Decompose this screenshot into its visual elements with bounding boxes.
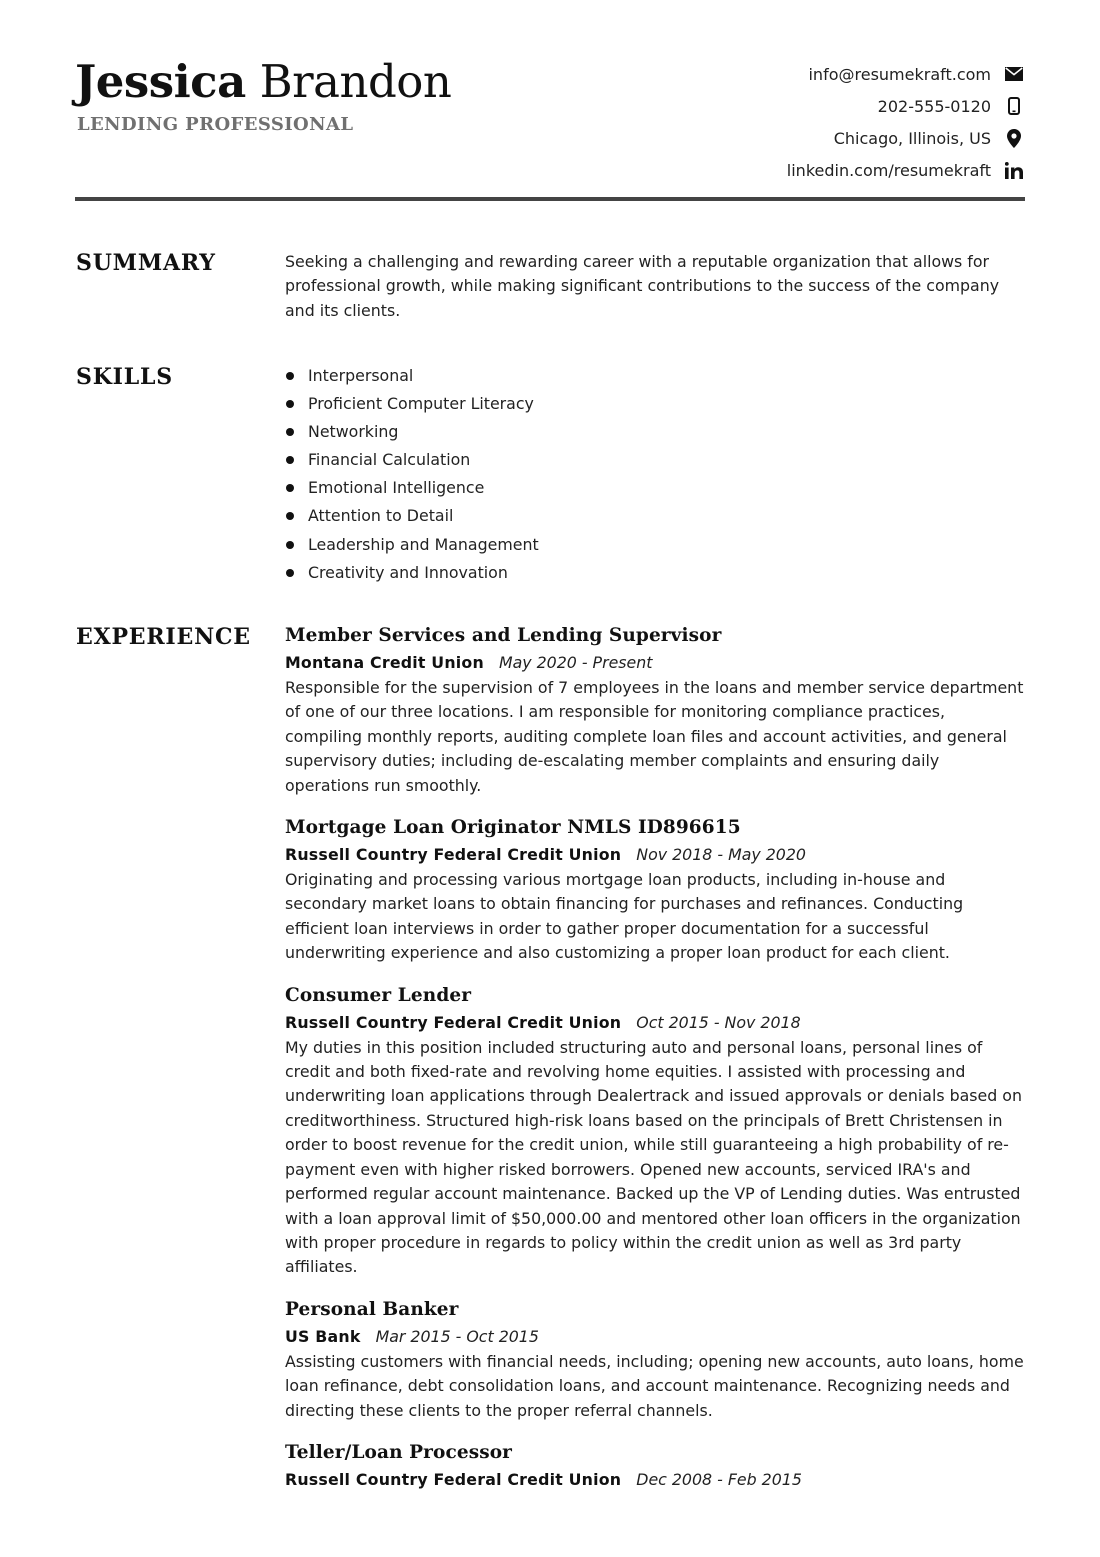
skills-list	[285, 362, 1025, 587]
job-company: Russell Country Federal Credit Union	[285, 845, 622, 865]
job-dates: May 2020 - Present	[498, 653, 653, 672]
skill-item	[285, 559, 1025, 587]
job-position: Consumer Lender	[285, 984, 472, 1006]
bullet-icon	[286, 569, 294, 577]
job-meta	[285, 1010, 1025, 1036]
phone-text[interactable]: 202-555-0120	[877, 96, 991, 116]
skills-body	[285, 362, 1025, 587]
job-entry	[285, 1439, 1025, 1493]
job-title-subtitle: LENDING PROFESSIONAL	[77, 114, 354, 135]
linkedin-icon	[1003, 159, 1025, 181]
first-name: Jessica	[75, 55, 246, 108]
bullet-icon	[286, 428, 294, 436]
skill-label: Attention to Detail	[308, 506, 454, 526]
job-meta	[285, 1467, 1025, 1493]
job-description: Assisting customers with financial needs, including; opening new accounts, auto loans, home loan refinance, debt consolidation loans, and account maintenance. Recognizing needs and directing these clients to the proper referral channels.	[285, 1351, 1024, 1420]
contact-linkedin[interactable]	[605, 154, 1025, 186]
job-description: Responsible for the supervision of 7 employees in the loans and member service department of one of our three locations. I am responsible for monitoring compliance practices, compiling monthly reports, auditing complete loan files and account activities, and general supervisory duties; including de-escalating member complaints and ensuring daily operations run smoothly.	[285, 678, 1024, 795]
contact-list	[605, 58, 1025, 186]
job-company: Russell Country Federal Credit Union	[285, 1012, 622, 1032]
job-entry	[285, 622, 1025, 798]
job-entry	[285, 1296, 1025, 1423]
job-entry	[285, 982, 1025, 1280]
skill-label: Financial Calculation	[308, 450, 471, 470]
contact-email[interactable]	[605, 58, 1025, 90]
skill-item	[285, 531, 1025, 559]
job-meta	[285, 1324, 1025, 1350]
job-description: My duties in this position included structuring auto and personal loans, personal lines of credit and both fixed-rate and revolving home equities. I assisted with processing and underwriting loan applications through Dealertrack and issued approvals or denials based on creditworthiness. Structured high-risk loans based on the principals of Brett Christensen in order to boost revenue for the credit union, while still guaranteeing a high probability of re-payment even with higher risked borrowers. Opened new accounts, serviced IRA's and performed regular account maintenance. Backed up the VP of Lending duties. Was entrusted with a loan approval limit of $50,000.00 and mentored other loan officers in the organization with proper procedure in regards to policy within the credit union as well as 3rd party affiliates.	[285, 1037, 1022, 1277]
skill-label: Leadership and Management	[308, 534, 539, 554]
bullet-icon	[286, 541, 294, 549]
last-name: Brandon	[259, 55, 452, 108]
header-divider	[75, 197, 1025, 201]
experience-heading: EXPERIENCE	[76, 624, 251, 650]
job-dates: Nov 2018 - May 2020	[636, 845, 806, 865]
skill-item	[285, 474, 1025, 502]
job-company: Russell Country Federal Credit Union	[285, 1469, 622, 1489]
job-position: Teller/Loan Processor	[285, 1441, 513, 1463]
contact-phone[interactable]	[605, 90, 1025, 122]
job-position: Member Services and Lending Supervisor	[285, 625, 722, 646]
skill-item	[285, 446, 1025, 474]
job-dates: Dec 2008 - Feb 2015	[636, 1469, 802, 1489]
envelope-icon	[1003, 63, 1025, 85]
skill-item	[285, 362, 1025, 390]
job-dates: Mar 2015 - Oct 2015	[375, 1326, 539, 1346]
location-pin-icon	[1003, 127, 1025, 149]
skill-item	[285, 390, 1025, 418]
bullet-icon	[286, 484, 294, 492]
job-dates: Oct 2015 - Nov 2018	[636, 1012, 801, 1032]
job-position: Personal Banker	[285, 1298, 459, 1320]
candidate-name	[75, 52, 451, 112]
bullet-icon	[286, 456, 294, 464]
job-meta	[285, 842, 1025, 868]
skill-label: Networking	[308, 422, 399, 442]
job-meta	[285, 650, 1025, 676]
experience-body	[285, 622, 1025, 1509]
summary-text: Seeking a challenging and rewarding career with a reputable organization that allows for professional growth, while making significant contributions to the success of the company and its clients.	[285, 252, 1000, 320]
summary-body	[285, 250, 1025, 323]
job-company: US Bank	[285, 1326, 361, 1346]
skills-heading: SKILLS	[76, 364, 173, 390]
skill-label: Creativity and Innovation	[308, 562, 508, 582]
linkedin-text[interactable]: linkedin.com/resumekraft	[786, 160, 991, 180]
job-company: Montana Credit Union	[285, 653, 484, 672]
email-text[interactable]: info@resumekraft.com	[808, 64, 991, 84]
skill-label: Emotional Intelligence	[308, 478, 485, 498]
job-position: Mortgage Loan Originator NMLS ID896615	[285, 817, 741, 839]
location-text: Chicago, Illinois, US	[833, 128, 991, 148]
bullet-icon	[286, 400, 294, 408]
bullet-icon	[286, 372, 294, 380]
summary-heading: SUMMARY	[76, 250, 216, 276]
skill-label: Proficient Computer Literacy	[308, 394, 534, 414]
skill-item	[285, 502, 1025, 530]
phone-icon	[1003, 95, 1025, 117]
skill-label: Interpersonal	[308, 366, 414, 385]
job-description: Originating and processing various mortgage loan products, including in-house and secondary market loans to obtain financing for purchases and refinances. Conducting efficient loan interviews in order to gather proper documentation for a successful underwriting experience and also customizing a proper loan product for each client.	[285, 870, 964, 963]
job-entry	[285, 814, 1025, 966]
bullet-icon	[286, 512, 294, 520]
contact-location	[605, 122, 1025, 154]
skill-item	[285, 418, 1025, 446]
